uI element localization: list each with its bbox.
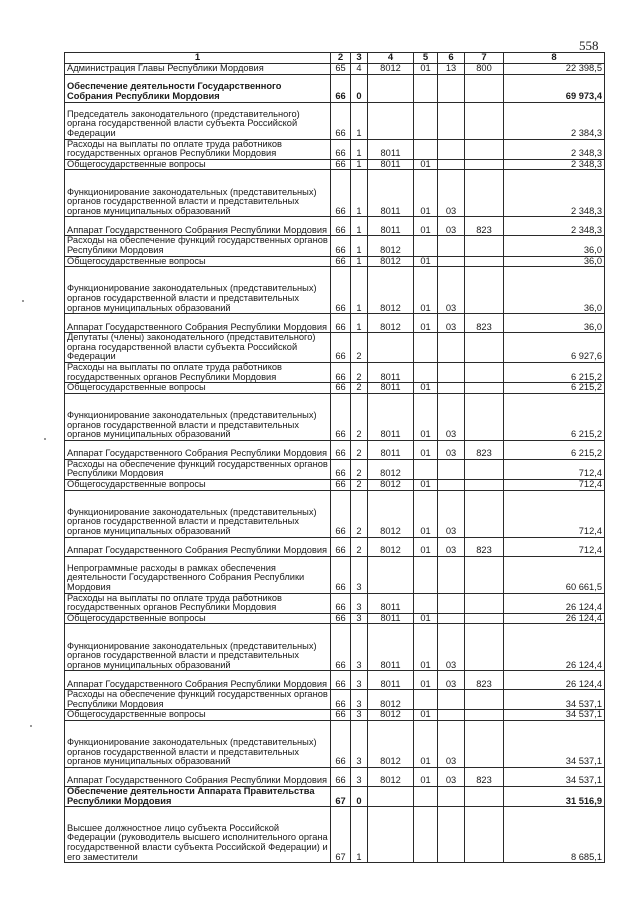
column-header: 6 [438, 53, 465, 64]
row-code [465, 74, 504, 102]
row-amount: 26 124,4 [504, 613, 605, 624]
row-amount: 2 348,3 [504, 139, 605, 159]
row-code: 66 [331, 139, 351, 159]
row-code: 01 [414, 314, 438, 333]
row-code [465, 710, 504, 721]
row-amount: 2 348,3 [504, 159, 605, 170]
table-row [65, 74, 605, 102]
row-code [368, 102, 414, 139]
row-code: 3 [351, 593, 368, 613]
row-amount: 34 537,1 [504, 710, 605, 721]
row-label: Расходы на выплаты по оплате труда работников государственных органов Республики Мордовия [65, 593, 331, 613]
row-code: 01 [414, 613, 438, 624]
row-code: 2 [351, 537, 368, 556]
row-code: 66 [331, 74, 351, 102]
row-code: 8012 [368, 490, 414, 537]
row-code: 01 [414, 479, 438, 490]
row-code: 1 [351, 256, 368, 267]
table-row [65, 593, 605, 613]
table-row [65, 383, 605, 394]
row-code: 3 [351, 768, 368, 787]
row-code [414, 807, 438, 863]
table-header-row [65, 53, 605, 64]
row-amount: 22 398,5 [504, 64, 605, 75]
row-code: 01 [414, 671, 438, 690]
row-code: 823 [465, 768, 504, 787]
row-code [438, 710, 465, 721]
row-code: 2 [351, 362, 368, 382]
row-amount: 26 124,4 [504, 671, 605, 690]
row-code: 2 [351, 440, 368, 459]
table-row [65, 807, 605, 863]
row-code [368, 556, 414, 593]
row-code: 66 [331, 479, 351, 490]
table-row [65, 671, 605, 690]
row-code: 1 [351, 267, 368, 314]
row-code: 2 [351, 479, 368, 490]
row-label: Аппарат Государственного Собрания Республики Мордовия [65, 440, 331, 459]
row-amount: 36,0 [504, 256, 605, 267]
row-code: 3 [351, 690, 368, 710]
row-code: 8011 [368, 671, 414, 690]
row-code: 66 [331, 768, 351, 787]
row-code [414, 459, 438, 479]
row-amount: 36,0 [504, 267, 605, 314]
row-code: 4 [351, 64, 368, 75]
row-amount: 69 973,4 [504, 74, 605, 102]
row-code: 1 [351, 170, 368, 217]
row-code: 8012 [368, 537, 414, 556]
row-code: 01 [414, 624, 438, 671]
row-code [414, 333, 438, 363]
row-code: 66 [331, 459, 351, 479]
table-row [65, 333, 605, 363]
row-code: 01 [414, 490, 438, 537]
row-label: Обеспечение деятельности Государственного Собрания Республики Мордовия [65, 74, 331, 102]
table-row [65, 267, 605, 314]
row-code: 03 [438, 393, 465, 440]
row-code: 01 [414, 768, 438, 787]
row-code [438, 593, 465, 613]
row-code: 01 [414, 710, 438, 721]
row-code [465, 556, 504, 593]
table-row [65, 613, 605, 624]
row-code: 8012 [368, 479, 414, 490]
row-code: 3 [351, 556, 368, 593]
table-row [65, 236, 605, 256]
row-label: Функционирование законодательных (представительных) органов государственной власти и представительных органов муниципальных образований [65, 267, 331, 314]
row-amount: 34 537,1 [504, 690, 605, 710]
row-label: Функционирование законодательных (представительных) органов государственной власти и представительных органов муниципальных образований [65, 624, 331, 671]
row-code [438, 74, 465, 102]
row-code [414, 362, 438, 382]
row-code: 8011 [368, 362, 414, 382]
row-amount: 31 516,9 [504, 787, 605, 807]
row-amount: 34 537,1 [504, 768, 605, 787]
scan-speck [44, 438, 46, 440]
row-amount: 712,4 [504, 459, 605, 479]
row-code [438, 690, 465, 710]
table-row [65, 787, 605, 807]
row-code: 66 [331, 613, 351, 624]
table-row [65, 690, 605, 710]
table-row [65, 768, 605, 787]
row-code: 03 [438, 721, 465, 768]
row-code [438, 139, 465, 159]
row-amount: 26 124,4 [504, 593, 605, 613]
table-row [65, 556, 605, 593]
row-amount: 712,4 [504, 479, 605, 490]
row-code: 03 [438, 217, 465, 236]
table-row [65, 710, 605, 721]
row-amount: 60 661,5 [504, 556, 605, 593]
budget-table [64, 52, 605, 863]
row-code: 66 [331, 393, 351, 440]
row-code: 1 [351, 807, 368, 863]
row-amount: 6 215,2 [504, 393, 605, 440]
row-code [465, 593, 504, 613]
row-label: Администрация Главы Республики Мордовия [65, 64, 331, 75]
row-label: Депутаты (члены) законодательного (представительного) органа государственной власти субъекта Российской Федерации [65, 333, 331, 363]
row-code: 66 [331, 362, 351, 382]
row-code: 8011 [368, 593, 414, 613]
row-code: 01 [414, 721, 438, 768]
row-code: 03 [438, 624, 465, 671]
row-code [438, 236, 465, 256]
row-code: 0 [351, 74, 368, 102]
row-code: 03 [438, 671, 465, 690]
row-code: 2 [351, 459, 368, 479]
row-label: Общегосударственные вопросы [65, 613, 331, 624]
row-label: Расходы на обеспечение функций государственных органов Республики Мордовия [65, 690, 331, 710]
row-code: 1 [351, 314, 368, 333]
row-code: 66 [331, 314, 351, 333]
row-code: 03 [438, 440, 465, 459]
row-code: 8012 [368, 690, 414, 710]
row-code: 66 [331, 333, 351, 363]
column-header: 1 [65, 53, 331, 64]
row-code: 8012 [368, 314, 414, 333]
row-code: 823 [465, 440, 504, 459]
row-amount: 712,4 [504, 537, 605, 556]
row-code: 8011 [368, 393, 414, 440]
row-amount: 6 215,2 [504, 362, 605, 382]
row-code: 8011 [368, 613, 414, 624]
table-row [65, 479, 605, 490]
row-code: 823 [465, 671, 504, 690]
row-code [438, 613, 465, 624]
row-code [438, 362, 465, 382]
row-code [438, 102, 465, 139]
table-row [65, 217, 605, 236]
row-code [465, 236, 504, 256]
row-label: Функционирование законодательных (представительных) органов государственной власти и представительных органов муниципальных образований [65, 721, 331, 768]
row-code: 1 [351, 139, 368, 159]
row-code [465, 333, 504, 363]
row-code: 3 [351, 671, 368, 690]
row-code [465, 267, 504, 314]
row-code: 8012 [368, 459, 414, 479]
row-code: 66 [331, 556, 351, 593]
table-row [65, 314, 605, 333]
table-row [65, 159, 605, 170]
row-code: 01 [414, 393, 438, 440]
table-row [65, 64, 605, 75]
row-label: Расходы на выплаты по оплате труда работников государственных органов Республики Мордовия [65, 362, 331, 382]
row-code [465, 721, 504, 768]
row-label: Непрограммные расходы в рамках обеспечения деятельности Государственного Собрания Республики Мордовия [65, 556, 331, 593]
row-amount: 2 384,3 [504, 102, 605, 139]
row-code: 66 [331, 383, 351, 394]
row-code: 66 [331, 490, 351, 537]
row-code: 13 [438, 64, 465, 75]
row-code: 0 [351, 787, 368, 807]
column-header: 3 [351, 53, 368, 64]
row-code [465, 459, 504, 479]
row-code [414, 139, 438, 159]
row-label: Функционирование законодательных (представительных) органов государственной власти и представительных органов муниципальных образований [65, 490, 331, 537]
row-code: 01 [414, 159, 438, 170]
row-code: 66 [331, 710, 351, 721]
row-code [438, 556, 465, 593]
row-label: Функционирование законодательных (представительных) органов государственной власти и представительных органов муниципальных образований [65, 170, 331, 217]
table-row [65, 624, 605, 671]
table-row [65, 459, 605, 479]
row-label: Расходы на выплаты по оплате труда работников государственных органов Республики Мордовия [65, 139, 331, 159]
page-number: 558 [579, 38, 599, 53]
row-label: Аппарат Государственного Собрания Республики Мордовия [65, 217, 331, 236]
row-code: 66 [331, 102, 351, 139]
row-code: 800 [465, 64, 504, 75]
row-code: 3 [351, 624, 368, 671]
row-code: 8012 [368, 710, 414, 721]
row-code [465, 490, 504, 537]
table-row [65, 139, 605, 159]
row-label: Общегосударственные вопросы [65, 256, 331, 267]
row-code [465, 393, 504, 440]
row-code [438, 787, 465, 807]
row-code: 66 [331, 256, 351, 267]
row-code [438, 256, 465, 267]
row-code [465, 139, 504, 159]
row-code: 66 [331, 624, 351, 671]
row-code: 823 [465, 314, 504, 333]
row-code: 66 [331, 671, 351, 690]
row-code [414, 74, 438, 102]
row-code [465, 479, 504, 490]
row-code: 66 [331, 236, 351, 256]
row-code: 67 [331, 787, 351, 807]
row-amount: 34 537,1 [504, 721, 605, 768]
row-code: 67 [331, 807, 351, 863]
row-code: 66 [331, 159, 351, 170]
scan-speck [30, 725, 32, 727]
column-header: 2 [331, 53, 351, 64]
table-row [65, 440, 605, 459]
row-code: 01 [414, 267, 438, 314]
row-code: 8012 [368, 256, 414, 267]
row-code [438, 383, 465, 394]
row-code [368, 787, 414, 807]
row-code: 8011 [368, 383, 414, 394]
row-code [438, 807, 465, 863]
row-code: 8012 [368, 721, 414, 768]
row-label: Общегосударственные вопросы [65, 710, 331, 721]
row-code: 8012 [368, 64, 414, 75]
column-header: 7 [465, 53, 504, 64]
row-label: Аппарат Государственного Собрания Республики Мордовия [65, 537, 331, 556]
row-code: 01 [414, 383, 438, 394]
row-amount: 8 685,1 [504, 807, 605, 863]
row-amount: 36,0 [504, 236, 605, 256]
row-label: Аппарат Государственного Собрания Республики Мордовия [65, 671, 331, 690]
row-code: 66 [331, 537, 351, 556]
table-row [65, 537, 605, 556]
row-code: 3 [351, 710, 368, 721]
row-code [414, 593, 438, 613]
row-label: Общегосударственные вопросы [65, 159, 331, 170]
table-row [65, 256, 605, 267]
column-header: 5 [414, 53, 438, 64]
row-code: 2 [351, 383, 368, 394]
row-code [438, 333, 465, 363]
row-code: 65 [331, 64, 351, 75]
row-amount: 36,0 [504, 314, 605, 333]
row-code [465, 787, 504, 807]
row-amount: 2 348,3 [504, 217, 605, 236]
row-code [465, 362, 504, 382]
row-code: 03 [438, 768, 465, 787]
row-code [414, 236, 438, 256]
row-code: 823 [465, 537, 504, 556]
row-amount: 712,4 [504, 490, 605, 537]
row-code [368, 807, 414, 863]
row-label: Председатель законодательного (представительного) органа государственной власти субъекта Российской Федерации [65, 102, 331, 139]
row-code [414, 102, 438, 139]
row-code: 03 [438, 537, 465, 556]
row-code: 66 [331, 593, 351, 613]
row-code: 1 [351, 159, 368, 170]
row-code [465, 624, 504, 671]
row-code [465, 159, 504, 170]
row-code [368, 74, 414, 102]
row-code [465, 807, 504, 863]
row-code: 01 [414, 170, 438, 217]
row-code [465, 383, 504, 394]
row-code: 8011 [368, 159, 414, 170]
row-code: 3 [351, 613, 368, 624]
row-label: Аппарат Государственного Собрания Республики Мордовия [65, 768, 331, 787]
row-code: 8012 [368, 267, 414, 314]
row-label: Общегосударственные вопросы [65, 383, 331, 394]
row-code: 01 [414, 256, 438, 267]
row-amount: 6 927,6 [504, 333, 605, 363]
row-label: Расходы на обеспечение функций государственных органов Республики Мордовия [65, 236, 331, 256]
row-code [465, 102, 504, 139]
row-code: 1 [351, 217, 368, 236]
row-amount: 6 215,2 [504, 383, 605, 394]
row-code: 66 [331, 217, 351, 236]
table-row [65, 490, 605, 537]
table-row [65, 102, 605, 139]
row-label: Высшее должностное лицо субъекта Российской Федерации (руководитель высшего исполнительного органа государственной власти субъекта Российской Федерации) и его заместители [65, 807, 331, 863]
column-header: 8 [504, 53, 605, 64]
row-code: 03 [438, 170, 465, 217]
row-code: 01 [414, 537, 438, 556]
table-row [65, 170, 605, 217]
row-code: 03 [438, 267, 465, 314]
row-code: 03 [438, 314, 465, 333]
row-label: Обеспечение деятельности Аппарата Правительства Республики Мордовия [65, 787, 331, 807]
row-code: 66 [331, 440, 351, 459]
row-code: 03 [438, 490, 465, 537]
row-label: Общегосударственные вопросы [65, 479, 331, 490]
row-code [438, 479, 465, 490]
table-row [65, 393, 605, 440]
row-code: 66 [331, 721, 351, 768]
row-code: 1 [351, 236, 368, 256]
row-code: 01 [414, 217, 438, 236]
row-code: 8011 [368, 139, 414, 159]
row-code [438, 459, 465, 479]
row-code [465, 690, 504, 710]
row-code [438, 159, 465, 170]
row-code: 8011 [368, 170, 414, 217]
row-code [465, 256, 504, 267]
table-body [65, 64, 605, 863]
row-label: Функционирование законодательных (представительных) органов государственной власти и представительных органов муниципальных образований [65, 393, 331, 440]
scan-speck [22, 300, 24, 302]
row-code: 01 [414, 440, 438, 459]
table-row [65, 721, 605, 768]
row-code: 8011 [368, 624, 414, 671]
column-header: 4 [368, 53, 414, 64]
row-code: 66 [331, 690, 351, 710]
row-code: 3 [351, 721, 368, 768]
row-code [414, 690, 438, 710]
row-code: 66 [331, 170, 351, 217]
row-code: 2 [351, 393, 368, 440]
row-code: 2 [351, 333, 368, 363]
row-code [465, 613, 504, 624]
row-code: 8011 [368, 440, 414, 459]
row-code [368, 333, 414, 363]
row-code [414, 556, 438, 593]
row-label: Расходы на обеспечение функций государственных органов Республики Мордовия [65, 459, 331, 479]
row-code: 8011 [368, 217, 414, 236]
row-code: 8012 [368, 236, 414, 256]
row-amount: 6 215,2 [504, 440, 605, 459]
row-amount: 2 348,3 [504, 170, 605, 217]
row-amount: 26 124,4 [504, 624, 605, 671]
table-row [65, 362, 605, 382]
row-code [414, 787, 438, 807]
row-code: 1 [351, 102, 368, 139]
row-code: 01 [414, 64, 438, 75]
row-code: 2 [351, 490, 368, 537]
row-code: 823 [465, 217, 504, 236]
row-code [465, 170, 504, 217]
row-label: Аппарат Государственного Собрания Республики Мордовия [65, 314, 331, 333]
row-code: 8012 [368, 768, 414, 787]
row-code: 66 [331, 267, 351, 314]
